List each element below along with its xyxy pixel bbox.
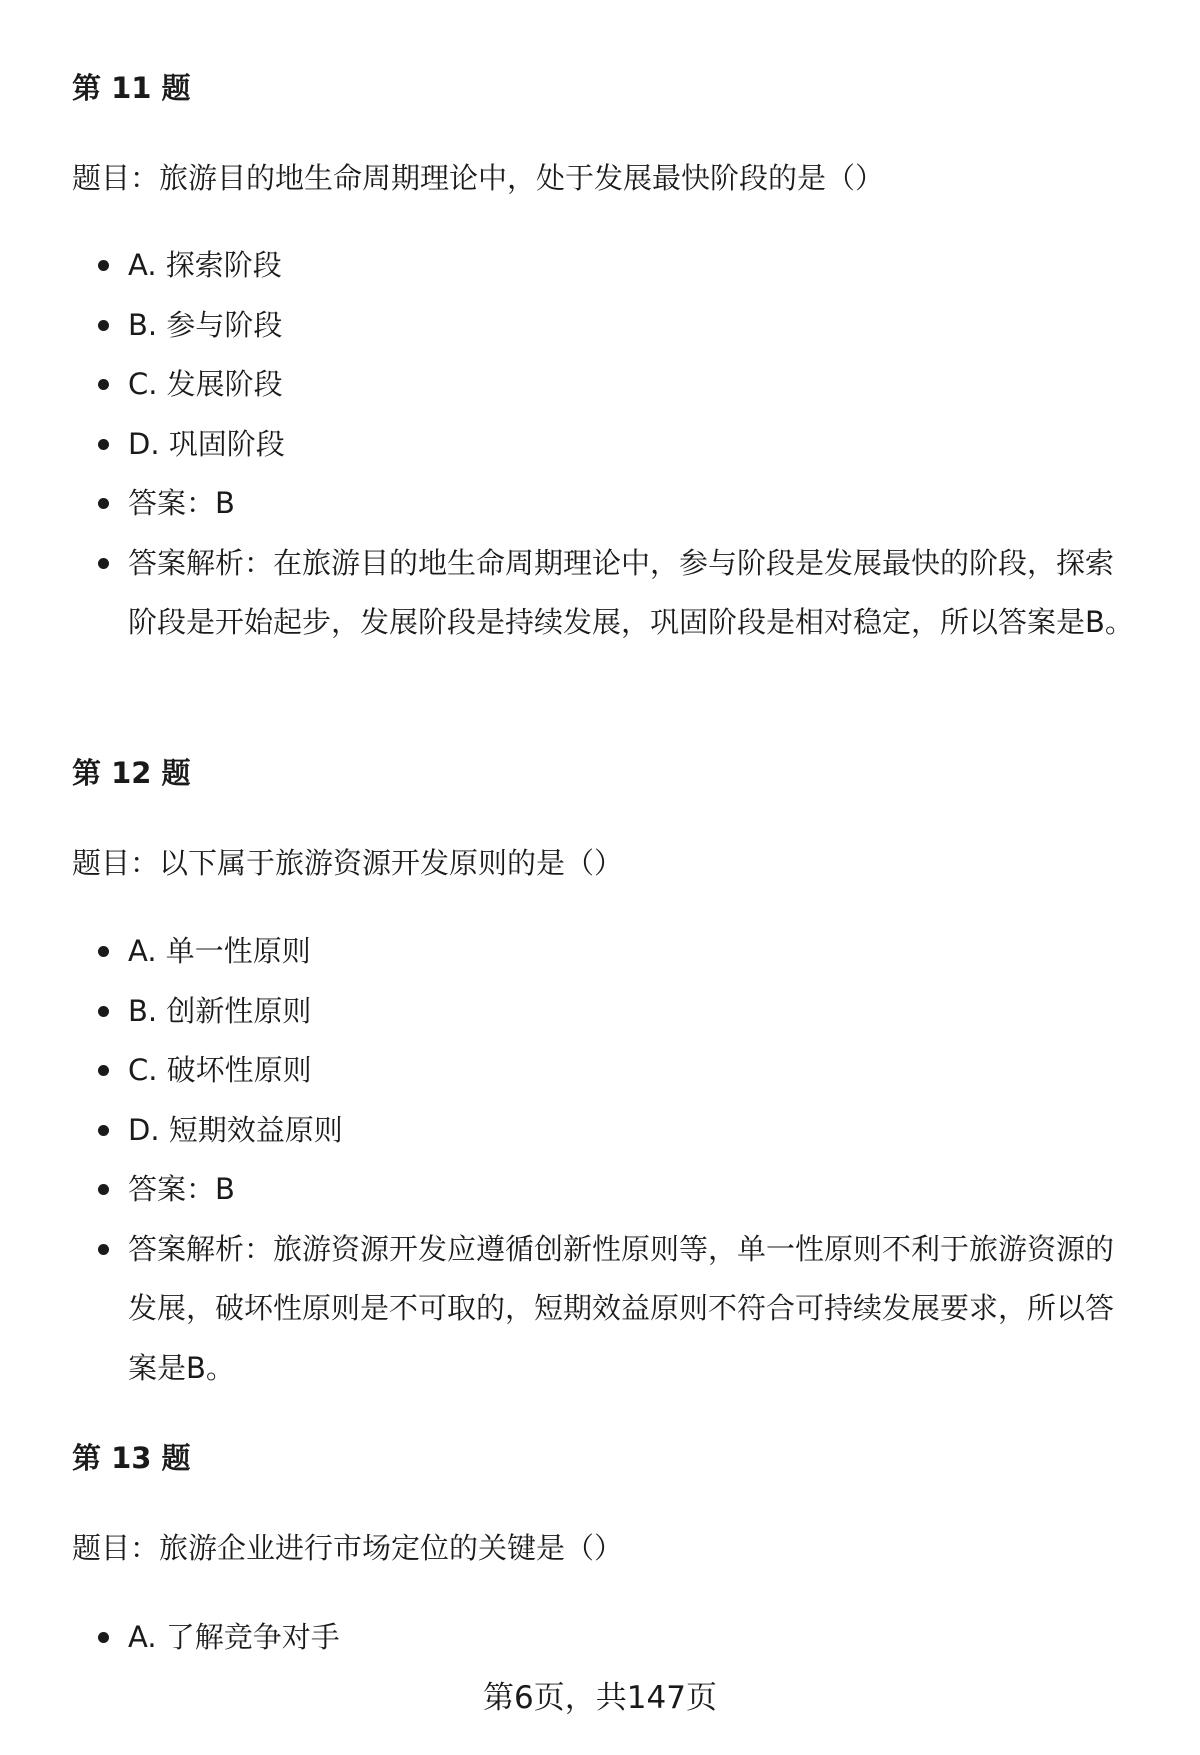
bullet-icon: [98, 439, 109, 450]
answer: 答案：B: [0, 474, 1200, 534]
answer-explanation: 答案解析：在旅游目的地生命周期理论中，参与阶段是发展最快的阶段，探索阶段是开始起步，发展阶段是持续发展，巩固阶段是相对稳定，所以答案是B。: [0, 534, 1200, 653]
question-13-stem: 题目：旅游企业进行市场定位的关键是（）: [72, 1531, 624, 1565]
bullet-icon: [98, 379, 109, 390]
bullet-icon: [98, 1065, 109, 1076]
option-c: C. 发展阶段: [0, 355, 1200, 415]
option-a: A. 了解竞争对手: [0, 1608, 1200, 1668]
bullet-icon: [98, 1632, 109, 1643]
option-a: A. 探索阶段: [0, 236, 1200, 296]
question-12-heading: 第 12 题: [72, 756, 191, 790]
question-13-heading: 第 13 题: [72, 1441, 191, 1475]
option-a: A. 单一性原则: [0, 922, 1200, 982]
question-11-heading: 第 11 题: [72, 71, 191, 105]
option-b: B. 创新性原则: [0, 982, 1200, 1042]
question-12-stem: 题目：以下属于旅游资源开发原则的是（）: [72, 846, 624, 880]
bullet-icon: [98, 1125, 109, 1136]
bullet-icon: [98, 558, 109, 569]
bullet-icon: [98, 320, 109, 331]
option-d: D. 短期效益原则: [0, 1101, 1200, 1161]
bullet-icon: [98, 946, 109, 957]
bullet-icon: [98, 498, 109, 509]
question-12-options: [0, 922, 1200, 1398]
bullet-icon: [98, 1244, 109, 1255]
question-11-options: [0, 236, 1200, 653]
answer: 答案：B: [0, 1160, 1200, 1220]
bullet-icon: [98, 260, 109, 271]
bullet-icon: [98, 1006, 109, 1017]
question-13-options: [0, 1608, 1200, 1668]
question-11-stem: 题目：旅游目的地生命周期理论中，处于发展最快阶段的是（）: [72, 161, 885, 195]
answer-explanation: 答案解析：旅游资源开发应遵循创新性原则等，单一性原则不利于旅游资源的发展，破坏性原则是不可取的，短期效益原则不符合可持续发展要求，所以答案是B。: [0, 1220, 1200, 1399]
option-b: B. 参与阶段: [0, 296, 1200, 356]
bullet-icon: [98, 1184, 109, 1195]
option-d: D. 巩固阶段: [0, 415, 1200, 475]
page-number-footer: 第6页，共147页: [483, 1680, 717, 1716]
option-c: C. 破坏性原则: [0, 1041, 1200, 1101]
